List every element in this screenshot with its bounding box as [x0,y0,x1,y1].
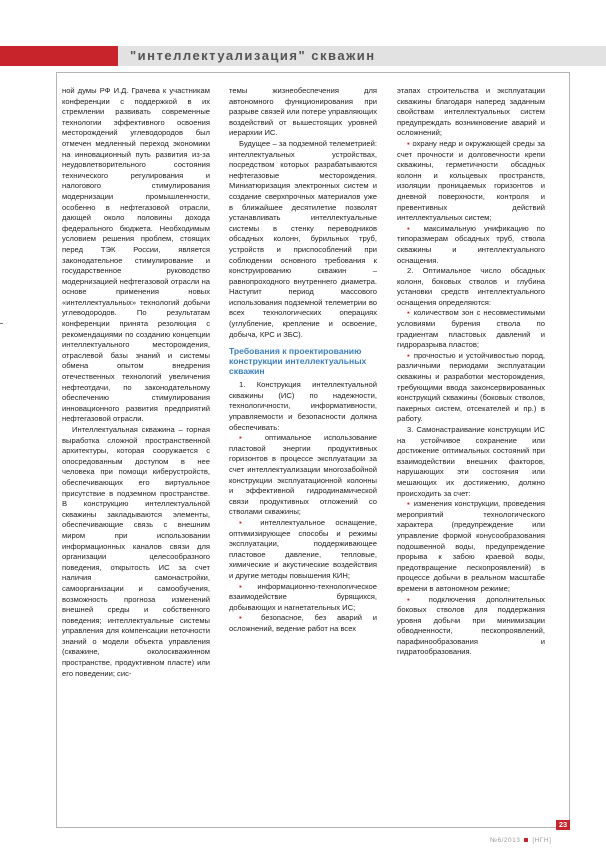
bullet-icon: ▪ [239,613,261,623]
bullet-icon: ▪ [407,594,429,604]
list-item [397,351,545,425]
list-item [229,613,377,634]
bullet-icon: ▪ [239,517,261,527]
margin-tick [0,323,3,324]
paragraph: темы жизнеобеспечения для автономного функционирования при разрыве связей или потере управляющих воздействий от вышестоящих уровней иерархии ИС. [229,86,377,138]
list-item [229,518,377,582]
section-heading: Требования к проектированию конструкции интеллектуальных скважин [229,346,367,377]
footer-issue [490,837,551,844]
list-item-text: прочностью и устойчивостью пород, различными периодами эксплуатации скважины и разработки месторождения, требующими ввода законсервированных конструкций скважины (боковых стволов, пакерных систем, отсекателей и пр.) в работу. [397,350,545,424]
bullet-icon: ▪ [407,138,413,148]
page-number: 23 [556,820,570,830]
list-item [397,139,545,224]
paragraph: Интеллектуальная скважина – горная выработка сложной пространственной архитектуры, которая сооружается с опосредованным доступом в нее человека при помощи киберустройств, обеспечивающих его виртуальное присутствие в подземном пространстве. В конструкцию интеллектуальной скважины закладываются элементы, обеспечивающие связь с внешним миром при использовании информационных каналов связи для организации целесообразного поведения, открытость ИС за счет наличия самонастройки, самоорганизации и самообучения, возможность прогноза изменений внешней среды и собственного поведения; интеллектуальные системы управления для компенсации неточности знаний о модели объекта управления (скважине, околоскважинном пространстве, продуктивном пласте) или его поведении; сис- [62,425,210,678]
list-item-text: подключения дополнительных боковых стволов для поддержания уровня добычи при минимизации обводненности, пескопроявлений, парафинообразования и гидратообразования. [397,594,545,657]
journal-name: [НГН] [532,837,552,844]
list-item-text: оптимальное использование пластовой энергии продуктивных горизонтов в процессе эксплуатации за счет интеллектуализации многозабойной конструкции эксплуатационной колонны и эффективной гидродинамической связи продуктивных отложений со стволами скважины; [229,433,377,517]
paragraph: Будущее – за подземной телеметрией: интеллектуальных устройствах, посредством которых разрабатываются нефтегазовые месторождения. Миниатюризация электронных систем и создание сверхпрочных материалов уже в ближайшее десятилетие позволят устанавливать интеллектуальные системы в стенку переводников обсадных колонн, бурильных труб, устройств и приспособлений при соблюдении основного требования к конструированию скважин – равнопроходного внутреннего диаметра. Наступит период массового использования подземной телеметрии во всех технологических операциях (углубление, крепление и освоение, добыча, КРС и ЗБС). [229,138,377,339]
list-item-text: изменения конструкции, проведения мероприятий технологического характера (предупреждение или управление формой конусообразования подошвенной воды, предупреждение прорыва к забою краевой воды, предотвращение пескопроявлений) в процессе добычи в реальном масштабе времени в автономном режиме; [397,499,545,593]
bullet-icon: ▪ [407,350,414,360]
list-item [397,499,545,594]
bullet-icon: ▪ [239,581,258,591]
paragraph: 1. Конструкция интеллектуальной скважины (ИС) по надежности, технологичности, информативности, управляемости и безопасности должна обеспечивать: [229,380,377,432]
list-item [397,595,545,659]
paragraph: 2. Оптимальное число обсадных колонн, боковых стволов и глубина установки средств интеллектуального оснащения определяются: [397,266,545,307]
separator-icon [524,838,528,842]
list-item-text: количеством зон с несовместимыми условиями бурения ствола по градиентам пластовых давлений и гидроразрыва пластов; [397,308,545,350]
column-2 [229,86,377,635]
list-item-text: интеллектуальное оснащение, оптимизирующее способы и режимы эксплуатации, поддерживающее пластовое давление, тепловые, химические и акустические воздействия и другие методы повышения КИН; [229,517,377,580]
list-item-text: охрану недр и окружающей среды за счет прочности и долговечности крепи скважины, герметичности обсадных колонн и кольцевых пространств, изоляции проницаемых горизонтов и дневной поверхности, контроля и превентивных действий интеллектуальных систем; [397,138,545,223]
list-item-text: информационно-технологическое взаимодействие бурящихся, добывающих и нагнетательных ИС; [229,581,377,612]
bullet-icon: ▪ [407,308,414,318]
paragraph: ной думы РФ И.Д. Грачева к участникам конференции с поддержкой в их стремлении развивать современные технологии эффективного освоения месторождений углеводородов был отмечен медленный переход экономики на инновационный путь развития из-за неудовлетворительного состояния технического регулирования и налогового стимулирования модернизации промышленности, особенно в нефтегазовой отрасли, дающей около половины дохода федерального бюджета. Необходимым условием решения проблем, стоящих перед ТЭК России, является законодательное стимулирование и государственное руководство модернизацией нефтегазовой отрасли на основе применения новых «интеллектуальных» технологий добычи углеводородов. По результатам конференции принята резолюция с рекомендациями по созданию концепции интеллектуального месторождения, отраслевой базы знаний и системы обмена опытом внедрения отечественных технологий увеличения нефтеотдачи, по законодательному обеспечению стимулирования инновационного развития предприятий нефтегазовой отрасли. [62,86,210,424]
paragraph: этапах строительства и эксплуатации скважины благодаря наперед заданным свойствам интеллектуальных систем предупреждать возникновение аварий и осложнений; [397,86,545,138]
section-title: "интеллектуализация" скважин [130,48,376,63]
list-item-text: безопасное, без аварий и осложнений, ведение работ на всех [229,613,377,633]
column-1 [62,86,210,679]
list-item [397,224,545,266]
list-item [229,582,377,614]
list-item [397,308,545,350]
bullet-icon: ▪ [407,499,414,509]
bullet-icon: ▪ [239,433,265,443]
column-3 [397,86,545,658]
bullet-icon: ▪ [407,223,424,233]
issue-number: №6/2013 [490,837,521,844]
list-item [229,433,377,518]
header-accent-bar [0,46,118,66]
paragraph: 3. Самонастраивание конструкции ИС на устойчивое сохранение или достижение оптимальных состояний при взаимодействии внешних факторов, нарушающих эти состояния или мешающих их достижению, должно происходить за счет: [397,425,545,498]
list-item-text: максимальную унификацию по типоразмерам обсадных труб, ствола скважины и интеллектуального оснащения. [397,223,545,265]
